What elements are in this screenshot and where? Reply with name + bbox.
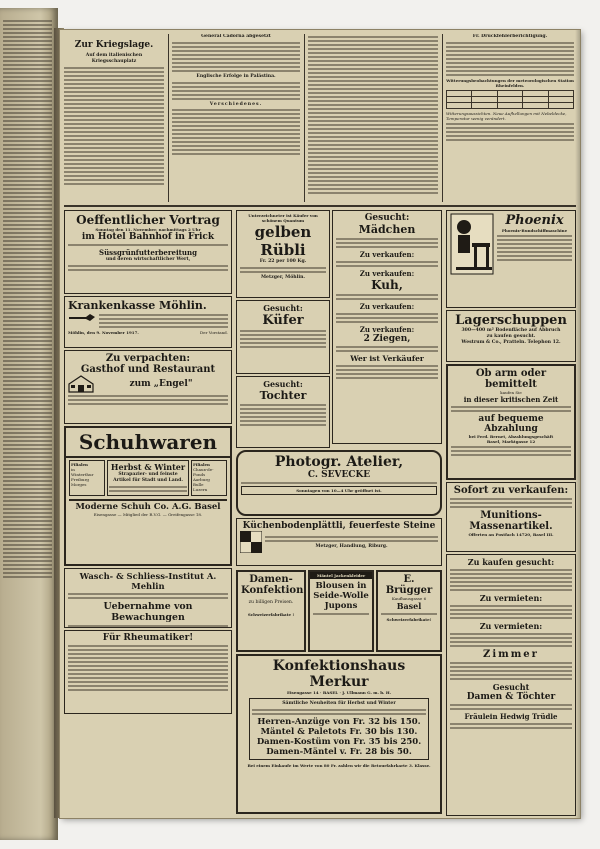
toechter-title: Damen & Töchter: [466, 692, 556, 702]
wasch-text: [68, 593, 228, 599]
lager-verb: zu kaufen gesucht.: [486, 333, 536, 339]
arm-text2: [451, 446, 571, 456]
merkur-addr: Eisengasse 14 · BASEL · J. Ullmann G. m. b. H.: [286, 690, 392, 695]
zimmer-text: [450, 662, 572, 680]
krankenkasse-footer: [68, 330, 228, 335]
ruebli-head: Unterzeichneter ist Käufer von schönem Quantum: [248, 213, 318, 223]
munition-ad: [446, 482, 576, 552]
krankenkasse-sign: Der Vorstand.: [199, 330, 228, 335]
krankenkasse-text: [99, 312, 228, 330]
uebernahme-text: [68, 625, 228, 628]
ruebli-text: [240, 267, 326, 273]
toechter-text: [450, 704, 572, 710]
verschiedenes-body: [172, 109, 300, 155]
verkaufen3-head: Zu verkaufen:: [359, 302, 415, 311]
vortrag-topic2: und deren wirtschaftlicher Wert,: [105, 257, 191, 262]
sofort-title: Sofort zu verkaufen:: [453, 485, 569, 496]
photo-text: [241, 482, 437, 484]
palaestina-body: [172, 82, 300, 100]
munition-title: Munitions-Massenartikel.: [469, 510, 553, 532]
ruebli-price: Fr. 22 per 100 Kg.: [259, 259, 307, 264]
house-icon: [68, 375, 94, 393]
damen-konf-note: Schweizerfabrikate !: [247, 611, 295, 617]
merkur-season: Sämtliche Neuheiten für Herbst und Winter: [282, 701, 396, 706]
kuefer-text: [240, 330, 326, 348]
vermieten2-text: [450, 633, 572, 647]
phoenix-row: [450, 213, 572, 275]
photo-atelier-ad: [236, 450, 442, 516]
arm-title: Ob arm oder bemittelt: [475, 368, 547, 390]
krankenkasse-ad: [64, 296, 232, 348]
krankenkasse-row: [68, 312, 228, 330]
weather-title: Witterungsbeobachtungen der meteorologischen Station Rheinfelden.: [446, 77, 574, 88]
vortrag-text2: [68, 265, 228, 271]
maedchen-head: Gesucht:: [364, 213, 410, 223]
schuh-cities-right: [191, 460, 227, 496]
schuh-city: Fonds: [193, 472, 206, 477]
arm-sub2: in dieser kritischen Zeit: [463, 395, 559, 404]
ruebli-ad: [236, 210, 330, 298]
phoenix-text: [497, 235, 572, 261]
wasch-title: Wasch- & Schliess-Institut A. Mehlin: [79, 571, 217, 591]
arm-sub3: auf bequeme Abzahlung: [478, 414, 544, 434]
photo-name: C. SEVECKE: [307, 470, 371, 480]
column-rule: [168, 34, 169, 202]
schuh-center: [107, 460, 189, 496]
kleinanzeigen-column: [332, 210, 442, 444]
gasthof-row: [68, 375, 228, 393]
schuh-city: Chaux-de-: [193, 467, 214, 472]
left-page-text: [3, 18, 52, 580]
verkaufen1-text: [336, 261, 438, 267]
kriegslage-column: [64, 34, 164, 202]
mantel-ad: [308, 570, 374, 652]
rheumatiker-ad: [64, 630, 232, 714]
bruegger-city: Basel: [396, 601, 422, 611]
schuh-season: Herbst & Winter: [110, 462, 186, 472]
verkaufen4-head: Zu verkaufen:: [359, 325, 415, 334]
section-rule: [64, 205, 576, 207]
news-right-body: [308, 36, 438, 194]
arm-addr: Basel, Marktgasse 12: [486, 439, 536, 444]
bruegger-text: [381, 613, 437, 615]
merkur-line1: Herren-Anzüge von Fr. 32 bis 150.: [257, 716, 421, 727]
bruegger-note: Schweizerfabrikate!: [386, 617, 432, 622]
photo-hours: Sonntagen von 10—4 Uhr geöffnet ist.: [241, 486, 437, 495]
kuefer-head: Gesucht:: [263, 303, 303, 313]
merkur-line4: Damen-Mäntel v. Fr. 28 bis 50.: [266, 746, 412, 757]
kaufen-gesucht-text: [450, 569, 572, 591]
kriegslage-title: Zur Kriegslage.: [74, 40, 154, 50]
tochter-ad: [236, 376, 330, 448]
maedchen-title: Mädchen: [358, 223, 416, 236]
tochter-head: Gesucht:: [263, 379, 303, 389]
mantel-blusen: Blousen in Seide-Wolle: [313, 581, 369, 601]
damen-konfektion-ad: [236, 570, 306, 652]
palaestina-heading: Englische Erfolge in Palästina.: [196, 73, 276, 79]
gasthof-title: Gasthof und Restaurant: [80, 364, 216, 375]
krankenkasse-title: Krankenkasse Möhlin.: [68, 299, 207, 312]
ruebli-title: gelben Rübli: [254, 223, 312, 259]
cadorna-heading: General Cadorna abgesetzt: [201, 34, 271, 39]
werist-text: [336, 365, 438, 379]
lager-title: Lagerschuppen: [455, 313, 567, 328]
schuhwaren-title: Schuhwaren: [66, 428, 230, 458]
photo-title: Photogr. Atelier,: [274, 454, 404, 470]
kuechenboden-ad: [236, 518, 442, 566]
schuh-city: Freiburg: [71, 477, 89, 482]
lagerschuppen-ad: [446, 310, 576, 362]
schuhwaren-ad: [64, 426, 232, 566]
vortrag-title: Oeffentlicher Vortrag: [76, 213, 220, 227]
merkur-line3: Damen-Kostüm von Fr. 35 bis 250.: [256, 736, 422, 747]
rheumatiker-title: Für Rheumatiker!: [102, 633, 194, 643]
column-rule: [304, 34, 305, 202]
kuh-text: [336, 294, 438, 300]
schuh-city: Aarburg: [193, 477, 210, 482]
merkur-line2: Mäntel & Paletots Fr. 30 bis 130.: [260, 726, 418, 737]
schuh-shop: Moderne Schuh Co. A.G. Basel: [69, 499, 227, 512]
weather-table: [446, 90, 574, 109]
munition-sub: Offerten an Postfach 14720, Basel III.: [468, 532, 554, 537]
gasthof-ad: [64, 350, 232, 424]
kuh-title: Kuh,: [371, 278, 403, 292]
phoenix-text-block: [494, 213, 572, 275]
gasthof-text: [68, 395, 228, 405]
lager-sub: 300—400 m² Bodenfläche auf Abbruch: [461, 328, 561, 333]
schuh-desc: Strapazier- und feinste Artikel für Stadt und Land.: [113, 472, 183, 483]
sewing-machine-icon: [450, 213, 494, 275]
phoenix-sub: Phoenix-Rundschiffmaschine: [501, 228, 568, 233]
weather-forecast: Witterungsaussichten. Neue Aufhellungen mit Nebeldecke, Temperatur wenig verändert.: [446, 110, 567, 121]
schuh-city: Luzern: [193, 487, 208, 492]
merkur-inner: [249, 698, 429, 760]
vermieten1-head: Zu vermieten:: [479, 593, 543, 603]
zimmer-title: Zimmer: [483, 649, 539, 660]
news-right-column: [308, 34, 438, 202]
ziegen-title: 2 Ziegen,: [363, 334, 411, 344]
gasthof-pre: Zu verpachten:: [105, 353, 191, 364]
mantel-head: Mäntel Jackenkleider: [310, 572, 372, 579]
vortrag-topic: Süssgrünfutterbereitung: [99, 248, 197, 257]
uebernahme-title: Uebernahme von Bewachungen: [103, 601, 193, 623]
schuh-city: Morges: [71, 482, 87, 487]
column-rule: [442, 34, 443, 202]
kueche-title: Küchenbodenplättli, feuerfeste Steine: [242, 521, 436, 531]
lager-firm: Westrum & Co., Pratteln. Telephon 12.: [461, 339, 561, 345]
damen-konf-sub: zu billigen Preisen.: [248, 600, 294, 605]
schuh-city: Bulle: [193, 482, 204, 487]
kuefer-ad: [236, 300, 330, 374]
schuh-cities-left: [69, 460, 105, 496]
schuh-city: in: [71, 467, 75, 472]
schuh-grid: [69, 460, 227, 496]
kueche-row: [240, 531, 438, 553]
vortrag-date: Sonntag den 11. November, nachmittags 2 Uhr: [95, 227, 201, 232]
bruegger-addr: Kaufhausgasse 6: [391, 596, 427, 601]
tile-icon: [240, 531, 262, 553]
abzahlung-ad: [446, 364, 576, 480]
sofort-text: [450, 498, 572, 508]
kuefer-title: Küfer: [262, 313, 304, 328]
maedchen-text: [336, 238, 438, 248]
weather-column: [446, 34, 574, 202]
verkaufen1-head: Zu verkaufen:: [359, 250, 415, 259]
ruebli-place: Metzger, Möhlin.: [260, 274, 306, 280]
merkur-text: [252, 709, 426, 715]
kueche-text-block: [262, 534, 438, 550]
arm-text: [451, 406, 571, 412]
kriegslage-subtitle: Auf dem italienischen Kriegsschauplatz: [85, 53, 143, 64]
hedwig-name: Fräulein Hedwig Trüdle: [464, 712, 558, 721]
kueche-sub: Metzger, Handlung, Riburg.: [315, 544, 388, 550]
schuh-addr: Eisengasse — Mitglied der R.V.G. — Greifengasse 18.: [93, 511, 203, 517]
vortrag-place: im Hotel Bahnhof in Frick: [81, 232, 215, 242]
arm-firm: bei Ferd. Bernet, Abzahlungsgeschäft: [468, 434, 554, 439]
verschiedenes-heading: Verschiedenes.: [209, 101, 263, 107]
schuh-filialen-right: Filialen: [193, 462, 210, 467]
right-kleinanzeigen: [446, 554, 576, 816]
rheumatiker-text: [68, 645, 228, 691]
druckfehler-body: [446, 42, 574, 76]
vortrag-text: [68, 244, 228, 246]
pointing-hand-icon: [68, 312, 96, 324]
werist-title: Wer ist Verkäufer: [350, 354, 424, 363]
weather-body: [446, 123, 574, 141]
merkur-ad: [236, 654, 442, 814]
toechter-head: Gesucht: [492, 682, 530, 692]
left-page-edge: [0, 8, 58, 840]
verkaufen3-text: [336, 313, 438, 323]
kueche-text: [265, 536, 438, 542]
schuh-city: Winterthur: [71, 472, 94, 477]
damen-konf-title: Damen-Konfektion: [241, 574, 304, 596]
news-middle-column: [172, 34, 300, 202]
mantel-text: [313, 613, 369, 615]
tochter-title: Tochter: [259, 389, 307, 402]
kaufen-gesucht-head: Zu kaufen gesucht:: [467, 557, 555, 567]
wasch-ad: [64, 568, 232, 628]
merkur-foot: Bei einem Einkaufe im Werte von 80 Fr. zahlen wir die Retourfahrkarte 3. Klasse.: [247, 762, 431, 768]
krankenkasse-date: Möhlin, den 9. November 1917.: [68, 330, 139, 335]
druckfehler-heading: Fr. Druckfehlerberichtigung.: [472, 34, 548, 39]
ziegen-text: [336, 346, 438, 352]
bruegger-ad: [376, 570, 442, 652]
tochter-text: [240, 404, 326, 426]
newspaper-page: [60, 30, 580, 818]
vermieten2-head: Zu vermieten:: [479, 621, 543, 631]
schuh-filialen: Filialen: [71, 462, 88, 467]
schuh-text: [109, 486, 187, 492]
bruegger-title: E. Brügger: [385, 574, 433, 596]
arm-sub1: kaufen Sie: [500, 390, 522, 395]
vermieten1-text: [450, 605, 572, 619]
merkur-title: Konfektionshaus Merkur: [272, 658, 406, 690]
verkaufen2-head: Zu verkaufen:: [359, 269, 415, 278]
vortrag-ad: [64, 210, 232, 294]
mantel-jupons: Jupons: [324, 601, 358, 611]
gasthof-name: zum „Engel": [129, 379, 193, 389]
kriegslage-body: [64, 67, 164, 185]
cadorna-body: [172, 42, 300, 72]
hedwig-text: [450, 723, 572, 729]
phoenix-ad: [446, 210, 576, 308]
phoenix-title: Phoenix: [505, 213, 564, 228]
